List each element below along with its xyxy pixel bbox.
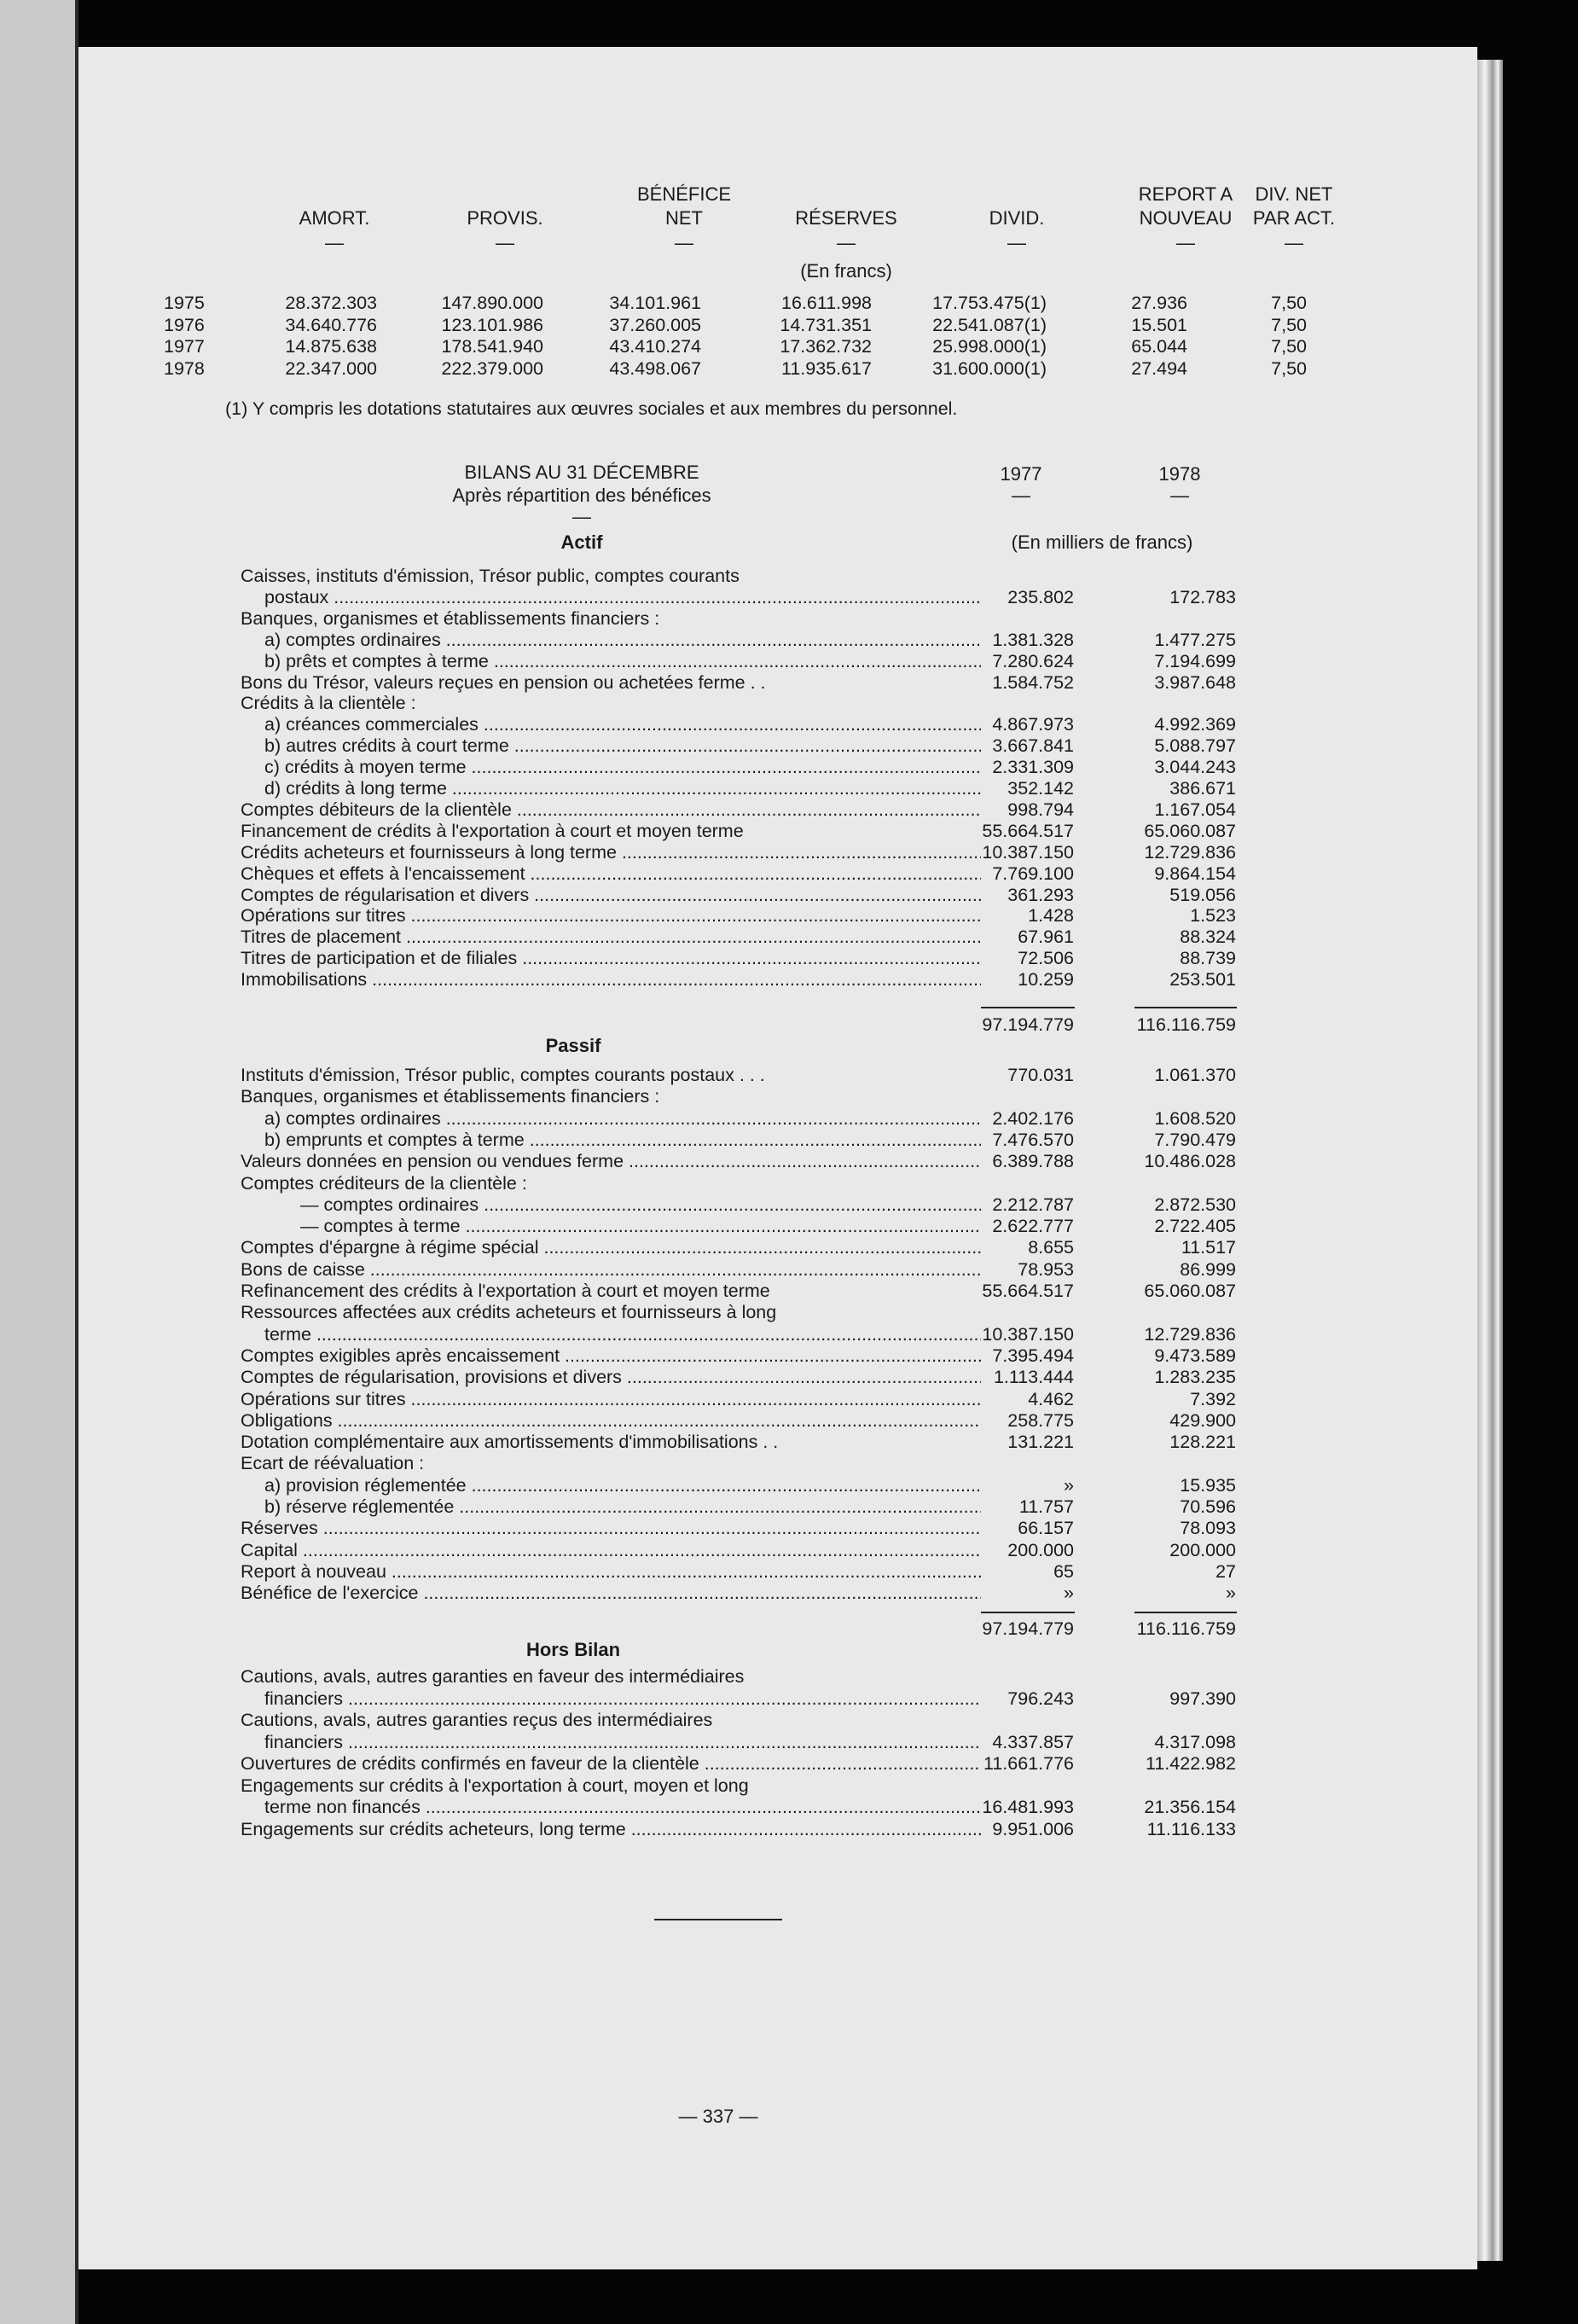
unit-label-thousands: (En milliers de francs) — [1011, 532, 1193, 553]
actif-row-value-1977: 55.664.517 — [982, 820, 1074, 841]
hors_bilan-row-value-1977: 4.337.857 — [992, 1731, 1074, 1752]
actif-row-value-1978: 88.739 — [1180, 948, 1236, 969]
results-cell-benefice: 37.260.005 — [609, 314, 701, 335]
actif-row-value-1977: 67.961 — [1018, 927, 1074, 948]
actif-row-value-1978: 12.729.836 — [1144, 841, 1236, 863]
hors_bilan-row-value-1978: 11.116.133 — [1146, 1818, 1236, 1839]
actif-heading: Actif — [560, 532, 603, 553]
col-header-reserves: RÉSERVES — [795, 207, 897, 229]
actif-row-value-1977: 1.428 — [1028, 905, 1074, 927]
passif-row-label: Opérations sur titres ..... — [241, 1389, 981, 1409]
passif-row-label: a) comptes ordinaires ..... — [264, 1108, 981, 1129]
actif-row-value-1978: 9.864.154 — [1154, 863, 1236, 884]
total-rule — [1134, 1612, 1237, 1613]
passif-row-value-1977: 131.221 — [1007, 1432, 1074, 1453]
actif-row-label: Crédits acheteurs et fournisseurs à long terme ..... — [241, 842, 981, 863]
results-cell-divnet: 7,50 — [1271, 357, 1307, 379]
results-cell-divnet: 7,50 — [1271, 293, 1307, 313]
results-cell-year: 1977 — [164, 336, 205, 357]
results-cell-provis: 178.541.940 — [441, 336, 543, 357]
results-cell-benefice: 43.498.067 — [609, 357, 701, 379]
passif-row-value-1977: 2.622.777 — [992, 1216, 1074, 1237]
passif-row-label: Réserves ..... — [241, 1518, 981, 1538]
actif-total-1978: 116.116.759 — [1136, 1014, 1236, 1035]
actif-row-value-1978: 386.671 — [1169, 778, 1236, 799]
actif-row-label: Titres de participation et de filiales ..... — [241, 948, 981, 968]
actif-row-value-1977: 2.331.309 — [992, 757, 1074, 778]
bilans-subtitle: Après répartition des bénéfices — [452, 485, 711, 506]
footnote: (1) Y compris les dotations statutaires aux œuvres sociales et aux membres du personnel. — [225, 398, 958, 419]
year-1977: 1977 — [1000, 463, 1042, 485]
hors_bilan-row-label: financiers ..... — [264, 1688, 981, 1709]
actif-total-1977: 97.194.779 — [982, 1014, 1074, 1035]
col-header-dash: — — [837, 232, 856, 253]
results-cell-amort: 34.640.776 — [285, 314, 377, 335]
passif-row-label: Ressources affectées aux crédits acheteurs et fournisseurs à long — [241, 1302, 777, 1323]
passif-row-value-1977: 8.655 — [1028, 1237, 1074, 1258]
passif-row-label: b) emprunts et comptes à terme ..... — [264, 1130, 981, 1150]
passif-row-value-1977: » — [1064, 1474, 1074, 1496]
actif-row-label: Caisses, instituts d'émission, Trésor public, comptes courants — [241, 566, 740, 586]
results-cell-divid: 17.753.475(1) — [932, 293, 1047, 313]
hors_bilan-row-label: financiers ..... — [264, 1732, 981, 1752]
passif-row-label: — comptes ordinaires ..... — [300, 1194, 981, 1215]
results-cell-year: 1976 — [164, 314, 205, 335]
col-header-amort: AMORT. — [299, 207, 370, 229]
actif-row-label: Comptes de régularisation et divers ..... — [241, 885, 981, 905]
passif-row-value-1978: 7.392 — [1190, 1388, 1236, 1409]
actif-row-value-1977: 3.667.841 — [992, 735, 1074, 757]
actif-row-value-1977: 7.769.100 — [992, 863, 1074, 884]
passif-row-label: Capital ..... — [241, 1540, 981, 1560]
hors_bilan-row-value-1977: 11.661.776 — [983, 1753, 1074, 1774]
passif-row-value-1977: 55.664.517 — [982, 1281, 1074, 1301]
separator-rule — [654, 1919, 782, 1920]
passif-row-label: Refinancement des crédits à l'exportation à court et moyen terme — [241, 1281, 770, 1301]
results-cell-divnet: 7,50 — [1271, 314, 1307, 335]
passif-row-label: Bénéfice de l'exercice ..... — [241, 1583, 981, 1603]
document-page — [78, 47, 1477, 2269]
year-1978: 1978 — [1158, 463, 1201, 485]
passif-row-label: Bons de caisse ..... — [241, 1259, 981, 1280]
passif-row-value-1978: 65.060.087 — [1144, 1281, 1236, 1301]
passif-row-value-1978: 2.872.530 — [1154, 1194, 1236, 1215]
passif-row-label: Obligations ..... — [241, 1410, 981, 1431]
passif-row-value-1978: 86.999 — [1180, 1258, 1236, 1280]
col-header-benefice-2: NET — [665, 207, 703, 229]
actif-row-value-1978: 3.044.243 — [1154, 757, 1236, 778]
actif-row-label: Bons du Trésor, valeurs reçues en pension ou achetées ferme . . — [241, 671, 766, 693]
results-cell-divid: 31.600.000(1) — [932, 357, 1047, 379]
actif-row-value-1977: 1.584.752 — [992, 671, 1074, 693]
passif-row-label: a) provision réglementée ..... — [264, 1475, 981, 1496]
actif-row-value-1977: 4.867.973 — [992, 714, 1074, 735]
passif-row-value-1978: 200.000 — [1169, 1539, 1236, 1560]
passif-row-value-1978: 11.517 — [1181, 1237, 1236, 1258]
actif-row-label: Immobilisations ..... — [241, 969, 981, 990]
passif-row-value-1978: 1.283.235 — [1154, 1367, 1236, 1388]
hors_bilan-row-value-1978: 4.317.098 — [1154, 1731, 1236, 1752]
actif-row-value-1977: 361.293 — [1007, 884, 1074, 905]
hors-bilan-heading: Hors Bilan — [525, 1639, 621, 1660]
passif-row-value-1977: 4.462 — [1028, 1388, 1074, 1409]
results-cell-reserves: 16.611.998 — [780, 293, 872, 313]
results-cell-benefice: 34.101.961 — [609, 293, 701, 313]
results-cell-provis: 147.890.000 — [441, 293, 543, 313]
actif-row-value-1978: 1.167.054 — [1154, 799, 1236, 820]
col-header-divnet-2: PAR ACT. — [1252, 207, 1336, 229]
passif-row-label: Valeurs données en pension ou vendues ferme ..... — [241, 1151, 981, 1171]
col-header-divid: DIVID. — [989, 207, 1045, 229]
passif-row-label: Comptes exigibles après encaissement ..... — [241, 1345, 981, 1366]
actif-row-value-1977: 1.381.328 — [992, 629, 1074, 650]
passif-row-label: b) réserve réglementée ..... — [264, 1496, 981, 1517]
actif-row-label: Opérations sur titres ..... — [241, 905, 981, 926]
hors_bilan-row-label: Engagements sur crédits à l'exportation à court, moyen et long — [241, 1775, 749, 1796]
results-cell-provis: 123.101.986 — [441, 314, 543, 335]
actif-row-value-1978: 519.056 — [1169, 884, 1236, 905]
passif-row-value-1978: 70.596 — [1180, 1496, 1236, 1517]
passif-row-value-1977: 6.389.788 — [992, 1151, 1074, 1172]
hors_bilan-row-label: Cautions, avals, autres garanties en faveur des intermédiaires — [241, 1666, 745, 1687]
results-cell-reserves: 17.362.732 — [780, 336, 872, 357]
passif-row-value-1977: 66.157 — [1018, 1518, 1074, 1539]
unit-label: (En francs) — [800, 260, 892, 282]
hors_bilan-row-value-1977: 9.951.006 — [992, 1818, 1074, 1839]
actif-row-value-1978: 4.992.369 — [1154, 714, 1236, 735]
results-cell-reserves: 11.935.617 — [780, 357, 872, 379]
col-header-dash: — — [1176, 232, 1195, 253]
passif-row-value-1977: 770.031 — [1007, 1065, 1074, 1085]
passif-row-label: Comptes de régularisation, provisions et divers ..... — [241, 1367, 981, 1387]
col-header-report-1: REPORT A — [1138, 183, 1233, 205]
actif-row-label: Crédits à la clientèle : — [241, 693, 416, 714]
actif-row-value-1978: 1.523 — [1190, 905, 1236, 927]
results-cell-amort: 28.372.303 — [285, 293, 377, 313]
actif-row-label: Banques, organismes et établissements financiers : — [241, 607, 660, 629]
actif-row-label: Comptes débiteurs de la clientèle ..... — [241, 799, 981, 820]
actif-row-value-1978: 65.060.087 — [1144, 820, 1236, 841]
col-header-divnet-1: DIV. NET — [1255, 183, 1333, 205]
actif-row-label: a) créances commerciales ..... — [264, 714, 981, 735]
hors_bilan-row-value-1977: 796.243 — [1007, 1688, 1074, 1709]
total-rule — [1134, 1007, 1237, 1008]
hors_bilan-row-label: Cautions, avals, autres garanties reçus des intermédiaires — [241, 1710, 713, 1730]
passif-row-value-1978: 12.729.836 — [1144, 1323, 1236, 1345]
passif-row-label: Instituts d'émission, Trésor public, comptes courants postaux . . . — [241, 1065, 765, 1085]
passif-row-label: terme ..... — [264, 1324, 981, 1345]
passif-row-value-1978: 128.221 — [1169, 1432, 1236, 1453]
col-header-dash: — — [325, 232, 344, 253]
passif-row-label: Ecart de réévaluation : — [241, 1453, 425, 1474]
passif-row-label: Dotation complémentaire aux amortissements d'immobilisations . . — [241, 1432, 779, 1453]
actif-row-value-1977: 7.280.624 — [992, 650, 1074, 671]
actif-row-value-1978: 7.194.699 — [1154, 650, 1236, 671]
hors_bilan-row-value-1977: 16.481.993 — [982, 1797, 1074, 1817]
passif-row-value-1978: 10.486.028 — [1144, 1151, 1236, 1172]
col-header-report-2: NOUVEAU — [1139, 207, 1233, 229]
hors_bilan-row-label: Ouvertures de crédits confirmés en faveur de la clientèle ..... — [241, 1753, 981, 1774]
actif-row-label: d) crédits à long terme ..... — [264, 778, 981, 799]
col-header-benefice-1: BÉNÉFICE — [636, 183, 732, 205]
passif-row-value-1978: 429.900 — [1169, 1409, 1236, 1431]
actif-row-value-1978: 172.783 — [1169, 586, 1236, 607]
total-rule — [981, 1612, 1075, 1613]
passif-row-value-1978: » — [1226, 1583, 1236, 1604]
page-number: — 337 — — [678, 2106, 758, 2127]
results-cell-report: 15.501 — [1131, 314, 1187, 335]
actif-row-label: Titres de placement ..... — [241, 927, 981, 947]
passif-total-1977: 97.194.779 — [982, 1618, 1074, 1639]
col-header-dash: — — [1285, 232, 1303, 253]
actif-row-label: b) autres crédits à court terme ..... — [264, 735, 981, 756]
results-cell-reserves: 14.731.351 — [780, 314, 872, 335]
passif-heading: Passif — [545, 1035, 601, 1056]
actif-row-label: c) crédits à moyen terme ..... — [264, 757, 981, 777]
actif-row-label: Financement de crédits à l'exportation à court et moyen terme — [241, 820, 744, 841]
hors_bilan-row-value-1978: 11.422.982 — [1145, 1753, 1236, 1774]
actif-row-value-1977: 10.259 — [1018, 969, 1074, 991]
actif-row-value-1978: 253.501 — [1169, 969, 1236, 991]
passif-total-1978: 116.116.759 — [1136, 1618, 1236, 1639]
passif-row-value-1978: 9.473.589 — [1154, 1345, 1236, 1366]
passif-row-label: Comptes d'épargne à régime spécial ..... — [241, 1237, 981, 1258]
passif-row-label: Report à nouveau ..... — [241, 1561, 981, 1582]
actif-row-value-1977: 998.794 — [1007, 799, 1074, 820]
actif-row-value-1978: 5.088.797 — [1154, 735, 1236, 757]
results-cell-divid: 25.998.000(1) — [932, 336, 1047, 357]
results-cell-amort: 22.347.000 — [285, 357, 377, 379]
actif-row-value-1978: 3.987.648 — [1154, 671, 1236, 693]
hors_bilan-row-value-1978: 997.390 — [1169, 1688, 1236, 1709]
results-cell-benefice: 43.410.274 — [609, 336, 701, 357]
results-cell-provis: 222.379.000 — [441, 357, 543, 379]
passif-row-value-1977: 258.775 — [1007, 1409, 1074, 1431]
actif-row-label: postaux ..... — [264, 587, 981, 607]
passif-row-value-1978: 78.093 — [1180, 1518, 1236, 1539]
passif-row-value-1978: 7.790.479 — [1154, 1129, 1236, 1150]
bilans-title: BILANS AU 31 DÉCEMBRE — [464, 462, 699, 483]
passif-row-value-1978: 27 — [1215, 1560, 1236, 1582]
actif-row-value-1978: 88.324 — [1180, 927, 1236, 948]
bilans-dash: — — [572, 506, 591, 527]
passif-row-value-1977: 1.113.444 — [993, 1367, 1074, 1388]
passif-row-value-1978: 1.608.520 — [1154, 1107, 1236, 1129]
results-cell-report: 27.936 — [1131, 293, 1187, 313]
col-header-dash: — — [496, 232, 514, 253]
actif-row-value-1977: 235.802 — [1007, 586, 1074, 607]
passif-row-label: Comptes créditeurs de la clientèle : — [241, 1172, 527, 1194]
passif-row-value-1977: 78.953 — [1018, 1258, 1074, 1280]
page-stack-edge — [1477, 60, 1503, 2261]
actif-row-label: Chèques et effets à l'encaissement ..... — [241, 863, 981, 884]
passif-row-value-1977: 7.476.570 — [992, 1129, 1074, 1150]
year-dash: — — [1012, 485, 1030, 506]
passif-row-value-1977: 65 — [1053, 1560, 1074, 1582]
actif-row-label: a) comptes ordinaires ..... — [264, 630, 981, 650]
passif-row-value-1978: 2.722.405 — [1154, 1216, 1236, 1237]
hors_bilan-row-label: Engagements sur crédits acheteurs, long terme ..... — [241, 1819, 981, 1839]
passif-row-value-1977: 7.395.494 — [992, 1345, 1074, 1366]
hors_bilan-row-value-1978: 21.356.154 — [1144, 1797, 1236, 1817]
passif-row-value-1977: 2.402.176 — [992, 1107, 1074, 1129]
passif-row-value-1977: » — [1064, 1583, 1074, 1604]
col-header-provis: PROVIS. — [467, 207, 543, 229]
results-cell-report: 65.044 — [1131, 336, 1187, 357]
actif-row-value-1977: 10.387.150 — [982, 841, 1074, 863]
results-cell-amort: 14.875.638 — [285, 336, 377, 357]
year-dash: — — [1170, 485, 1189, 506]
passif-row-value-1977: 11.757 — [1018, 1496, 1074, 1517]
col-header-dash: — — [1007, 232, 1026, 253]
results-cell-year: 1975 — [164, 293, 205, 313]
passif-row-value-1977: 2.212.787 — [992, 1194, 1074, 1215]
actif-row-value-1977: 352.142 — [1007, 778, 1074, 799]
passif-row-label: — comptes à terme ..... — [300, 1216, 981, 1236]
total-rule — [981, 1007, 1075, 1008]
passif-row-value-1978: 1.061.370 — [1154, 1065, 1236, 1085]
actif-row-value-1978: 1.477.275 — [1154, 629, 1236, 650]
actif-row-label: b) prêts et comptes à terme ..... — [264, 651, 981, 671]
results-cell-year: 1978 — [164, 357, 205, 379]
passif-row-value-1977: 10.387.150 — [982, 1323, 1074, 1345]
passif-row-label: Banques, organismes et établissements financiers : — [241, 1086, 660, 1107]
passif-row-value-1977: 200.000 — [1007, 1539, 1074, 1560]
actif-row-value-1977: 72.506 — [1018, 948, 1074, 969]
results-cell-divnet: 7,50 — [1271, 336, 1307, 357]
hors_bilan-row-label: terme non financés ..... — [264, 1797, 981, 1817]
results-cell-report: 27.494 — [1131, 357, 1187, 379]
col-header-dash: — — [675, 232, 693, 253]
left-page-margin — [0, 0, 75, 2324]
results-cell-divid: 22.541.087(1) — [932, 314, 1047, 335]
passif-row-value-1978: 15.935 — [1180, 1474, 1236, 1496]
